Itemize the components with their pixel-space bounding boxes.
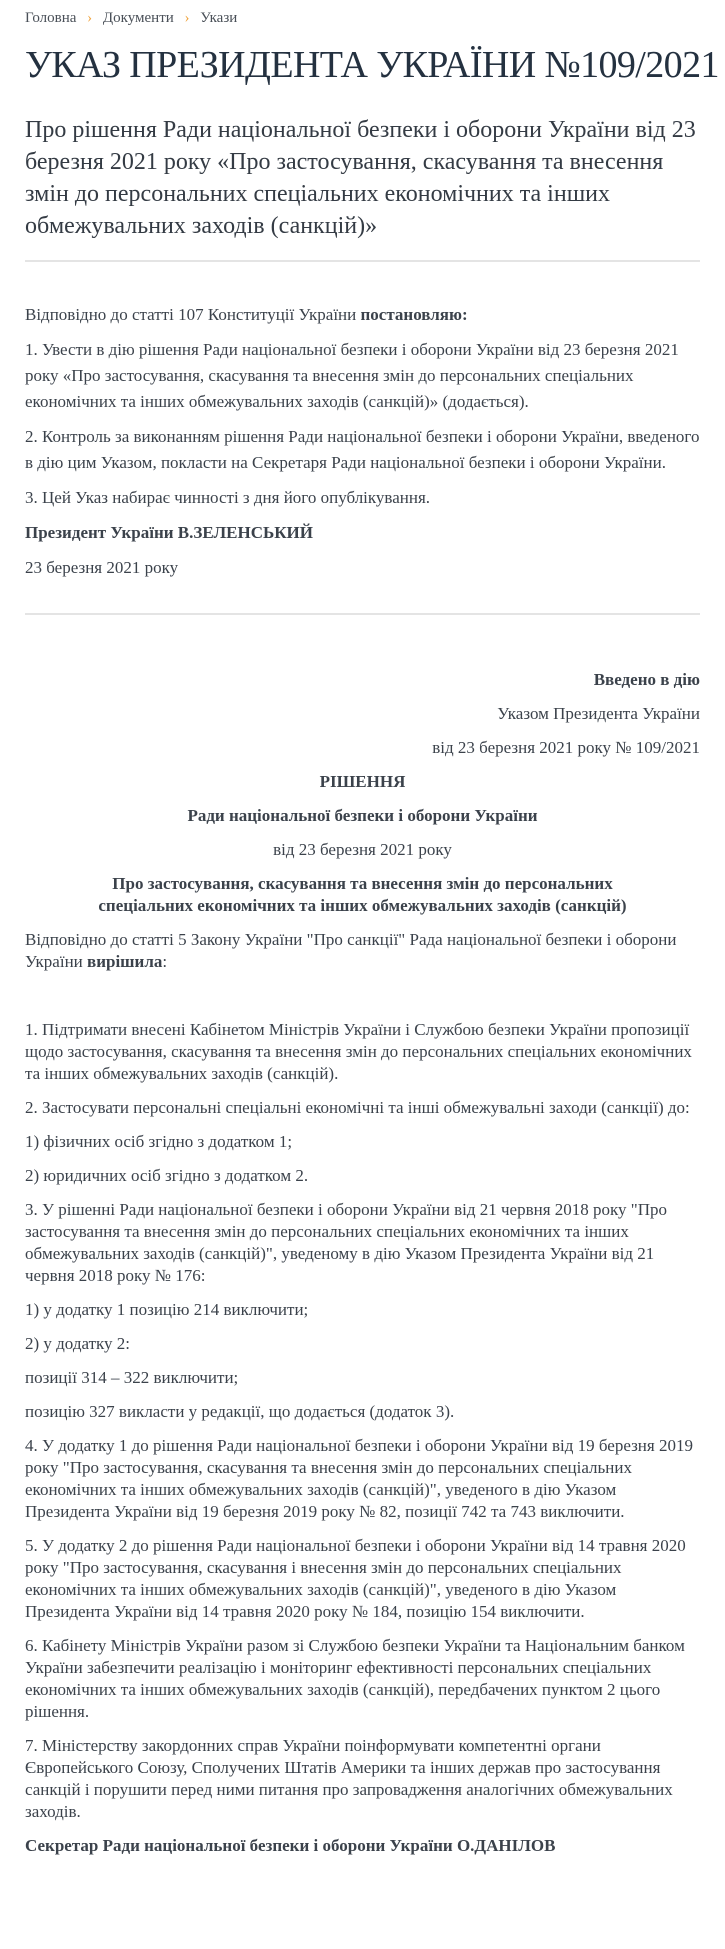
decision-paragraph: 2) у додатку 2: (25, 1334, 130, 1353)
enactment-date-number: від 23 березня 2021 року № 109/2021 (432, 738, 700, 757)
decision-title: Про застосування, скасування та внесення змін до персональних спеціальних економічних та інших обмежувальних заходів (санкцій) (98, 874, 627, 915)
decree-section (25, 302, 700, 581)
decision-signature: Секретар Ради національної безпеки і оборони України О.ДАНІЛОВ (25, 1836, 556, 1855)
decision-paragraph: 7. Міністерству закордонних справ України поінформувати компетентні органи Європейського Союзу, Сполучених Штатів Америки та інших держав про застосування санкцій і порушити перед ними питання про запровадження аналогічних обмежувальних заходів. (25, 1736, 673, 1821)
breadcrumb-link-documents[interactable]: Документи (102, 10, 174, 26)
decree-paragraphs (25, 337, 700, 511)
divider (25, 613, 700, 615)
decision-section (25, 669, 700, 1857)
decision-subheading: Ради національної безпеки і оборони України (187, 806, 538, 825)
decision-date: від 23 березня 2021 року (273, 840, 452, 859)
enactment-by: Указом Президента України (497, 704, 700, 723)
decree-date: 23 березня 2021 року (25, 558, 179, 577)
breadcrumb-link-decrees[interactable]: Укази (200, 10, 238, 26)
decision-intro (25, 929, 700, 973)
decision-paragraph: 2) юридичних осіб згідно з додатком 2. (25, 1166, 309, 1185)
decree-paragraph: 1. Увести в дію рішення Ради національної безпеки і оборони України від 23 березня 2021 року «Про застосування, скасування та внесення змін до персональних спеціальних економічних та інших обмежувальних заходів (санкцій)» (додається). (25, 340, 679, 411)
decree-intro-text: Відповідно до статті 107 Конституції України (25, 305, 361, 324)
decree-intro (25, 302, 700, 328)
decision-paragraph: позиції 314 – 322 виключити; (25, 1368, 239, 1387)
chevron-right-icon: › (87, 10, 93, 26)
decision-paragraph: 5. У додатку 2 до рішення Ради національної безпеки і оборони України від 14 травня 2020 року "Про застосування, скасування і внесення змін до персональних спеціальних економічних та інших обмежувальних заходів (санкцій)", уведеного в дію Указом Президента України від 14 травня 2020 року № 184, позицію 154 виключити. (25, 1536, 686, 1621)
decision-paragraph: 4. У додатку 1 до рішення Ради національної безпеки і оборони України від 19 березня 2019 року "Про застосування, скасування та внесення змін до персональних спеціальних економічних та інших обмежувальних заходів (санкцій)", уведеного в дію Указом Президента України від 19 березня 2019 року № 82, позиції 742 та 743 виключити. (25, 1436, 693, 1521)
decision-paragraph: 6. Кабінету Міністрів України разом зі Службою безпеки України та Національним банком України забезпечити реалізацію і моніторинг ефективності персональних спеціальних економічних та інших обмежувальних заходів (санкцій), передбачених пунктом 2 цього рішення. (25, 1636, 685, 1721)
decree-intro-bold: постановляю: (360, 305, 468, 324)
breadcrumb (25, 8, 700, 28)
divider (25, 260, 700, 262)
blank-line (25, 985, 700, 1007)
decree-paragraph: 3. Цей Указ набирає чинності з дня його опублікування. (25, 488, 431, 507)
decision-intro-bold: вирішила (87, 952, 163, 971)
decision-paragraph: позицію 327 викласти у редакції, що додається (додаток 3). (25, 1402, 455, 1421)
decision-paragraph: 1. Підтримати внесені Кабінетом Міністрів України і Службою безпеки України пропозиції щодо застосування, скасування та внесення змін до персональних спеціальних економічних та інших обмежувальних заходів (санкцій). (25, 1020, 692, 1083)
decision-intro-colon: : (162, 952, 168, 971)
chevron-right-icon: › (184, 10, 190, 26)
decision-paragraph: 1) фізичних осіб згідно з додатком 1; (25, 1132, 293, 1151)
decision-paragraph: 1) у додатку 1 позицію 214 виключити; (25, 1300, 309, 1319)
breadcrumb-link-home[interactable]: Головна (25, 10, 77, 26)
decision-heading: РІШЕННЯ (319, 772, 406, 791)
decision-intro-text: Відповідно до статті 5 Закону України "Про санкції" Рада національної безпеки і оборони України (25, 930, 677, 971)
decision-paragraphs (25, 1019, 700, 1823)
decision-paragraph: 2. Застосувати персональні спеціальні економічні та інші обмежувальні заходи (санкції) до: (25, 1098, 690, 1117)
page-subtitle: Про рішення Ради національної безпеки і оборони України від 23 березня 2021 року «Про застосування, скасування та внесення змін до персональних спеціальних економічних та інших обмежувальних заходів (санкцій)» (25, 117, 696, 239)
page-title: УКАЗ ПРЕЗИДЕНТА УКРАЇНИ №109/2021 (25, 44, 719, 86)
enactment-status: Введено в дію (593, 670, 700, 689)
decree-signature: Президент України В.ЗЕЛЕНСЬКИЙ (25, 523, 313, 542)
decree-paragraph: 2. Контроль за виконанням рішення Ради національної безпеки і оборони України, введеного в дію цим Указом, покласти на Секретаря Ради національної безпеки і оборони України. (25, 427, 700, 472)
decision-paragraph: 3. У рішенні Ради національної безпеки і оборони України від 21 червня 2018 року "Про застосування та внесення змін до персональних спеціальних економічних та інших обмежувальних заходів (санкцій)", уведеному в дію Указом Президента України від 21 червня 2018 року № 176: (25, 1200, 668, 1285)
